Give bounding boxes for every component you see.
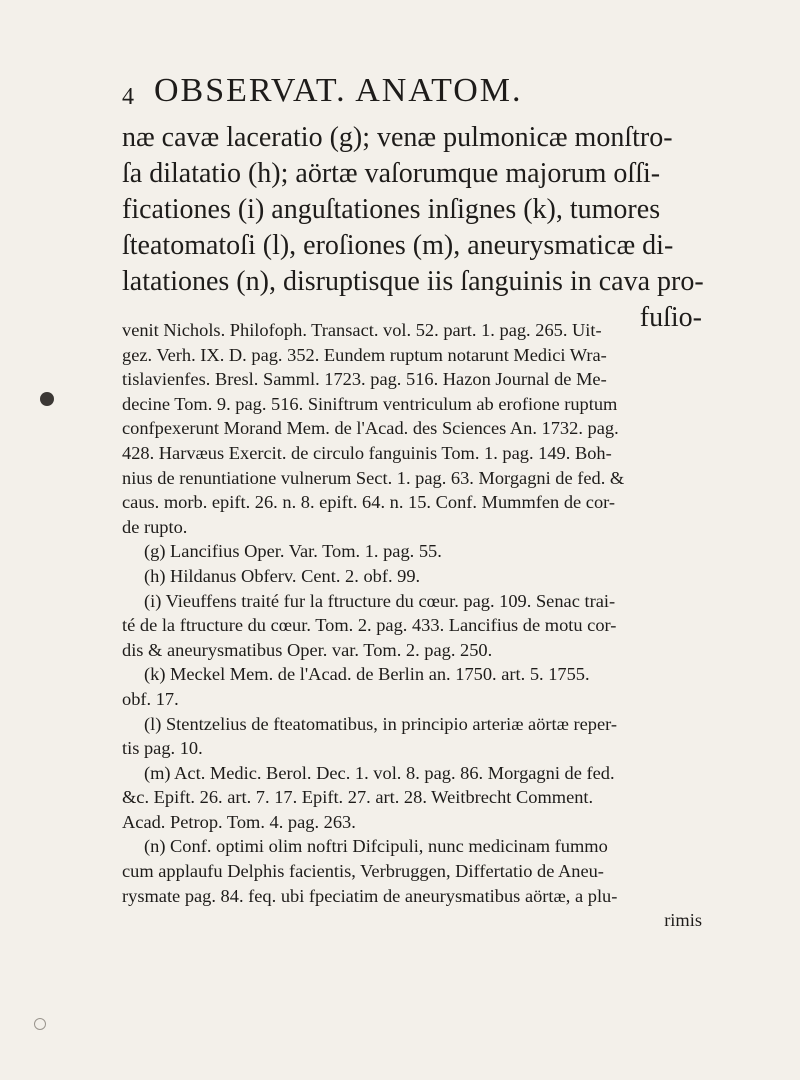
footnote-line: rysmate pag. 84. feq. ubi fpeciatim de aneurysmatibus aörtæ, a plu- — [122, 885, 618, 906]
footnote-line: 428. Harvæus Exercit. de circulo fanguinis Tom. 1. pag. 149. Boh- — [122, 442, 612, 463]
footnote-catchword: rimis — [664, 910, 702, 931]
main-text — [122, 120, 702, 336]
footnote-line: confpexerunt Morand Mem. de l'Acad. des Sciences An. 1732. pag. — [122, 418, 619, 439]
footnote-line: dis & aneurysmatibus Oper. var. Tom. 2. pag. 250. — [122, 639, 493, 660]
footnote-line: obf. 17. — [122, 688, 179, 709]
footnote-line: (n) Conf. optimi olim noftri Difcipuli, nunc medicinam fummo — [144, 836, 608, 857]
footnote-line: (l) Stentzelius de fteatomatibus, in principio arteriæ aörtæ reper- — [144, 713, 618, 734]
footnote-line: decine Tom. 9. pag. 516. Siniftrum ventriculum ab erofione ruptum — [122, 393, 618, 414]
footnotes — [122, 318, 702, 933]
ink-spot — [40, 392, 54, 406]
footnote-line: Acad. Petrop. Tom. 4. pag. 263. — [122, 811, 356, 832]
footnote-line: té de la ftructure du cœur. Tom. 2. pag. 433. Lancifius de motu cor- — [122, 615, 617, 636]
footnote-line: (i) Vieuffens traité fur la ftructure du cœur. pag. 109. Senac trai- — [144, 590, 616, 611]
footnote-line: gez. Verh. IX. D. pag. 352. Eundem ruptum notarunt Medici Wra- — [122, 344, 607, 365]
footnote-line: &c. Epift. 26. art. 7. 17. Epift. 27. art. 28. Weitbrecht Comment. — [122, 787, 594, 808]
footnote-line: (g) Lancifius Oper. Var. Tom. 1. pag. 55. — [144, 541, 442, 562]
paper-hole — [34, 1018, 46, 1030]
main-line: ſteatomatoſi (l), eroſiones (m), aneurysmaticæ di- — [122, 230, 674, 261]
main-line: ficationes (i) anguſtationes inſignes (k), tumores — [122, 194, 661, 225]
running-title: OBSERVAT. ANATOM. — [154, 72, 523, 109]
footnote-line: (k) Meckel Mem. de l'Acad. de Berlin an. 1750. art. 5. 1755. — [144, 664, 590, 685]
main-line: ſa dilatatio (h); aörtæ vaſorumque majorum oſſi- — [122, 158, 661, 189]
page-number: 4 — [122, 84, 134, 110]
footnote-line: de rupto. — [122, 516, 188, 537]
catchword: fuſio- — [639, 302, 702, 333]
footnote-line: tislavienfes. Bresl. Samml. 1723. pag. 516. Hazon Journal de Me- — [122, 369, 607, 390]
footnote-line: nius de renuntiatione vulnerum Sect. 1. pag. 63. Morgagni de fed. & — [122, 467, 625, 488]
footnote-line: caus. morb. epift. 26. n. 8. epift. 64. n. 15. Conf. Mummfen de cor- — [122, 492, 616, 513]
page-header — [122, 72, 682, 112]
main-line: næ cavæ laceratio (g); venæ pulmonicæ monſtro- — [122, 122, 673, 153]
main-line: latationes (n), disruptisque iis ſanguinis in cava pro- — [122, 266, 704, 297]
footnote-line: (h) Hildanus Obferv. Cent. 2. obf. 99. — [144, 565, 421, 586]
footnote-line: cum applaufu Delphis facientis, Verbruggen, Differtatio de Aneu- — [122, 861, 604, 882]
footnote-line: (m) Act. Medic. Berol. Dec. 1. vol. 8. pag. 86. Morgagni de fed. — [144, 762, 615, 783]
footnote-line: venit Nichols. Philofoph. Transact. vol. 52. part. 1. pag. 265. Uit- — [122, 320, 602, 340]
footnote-line: tis pag. 10. — [122, 738, 203, 759]
